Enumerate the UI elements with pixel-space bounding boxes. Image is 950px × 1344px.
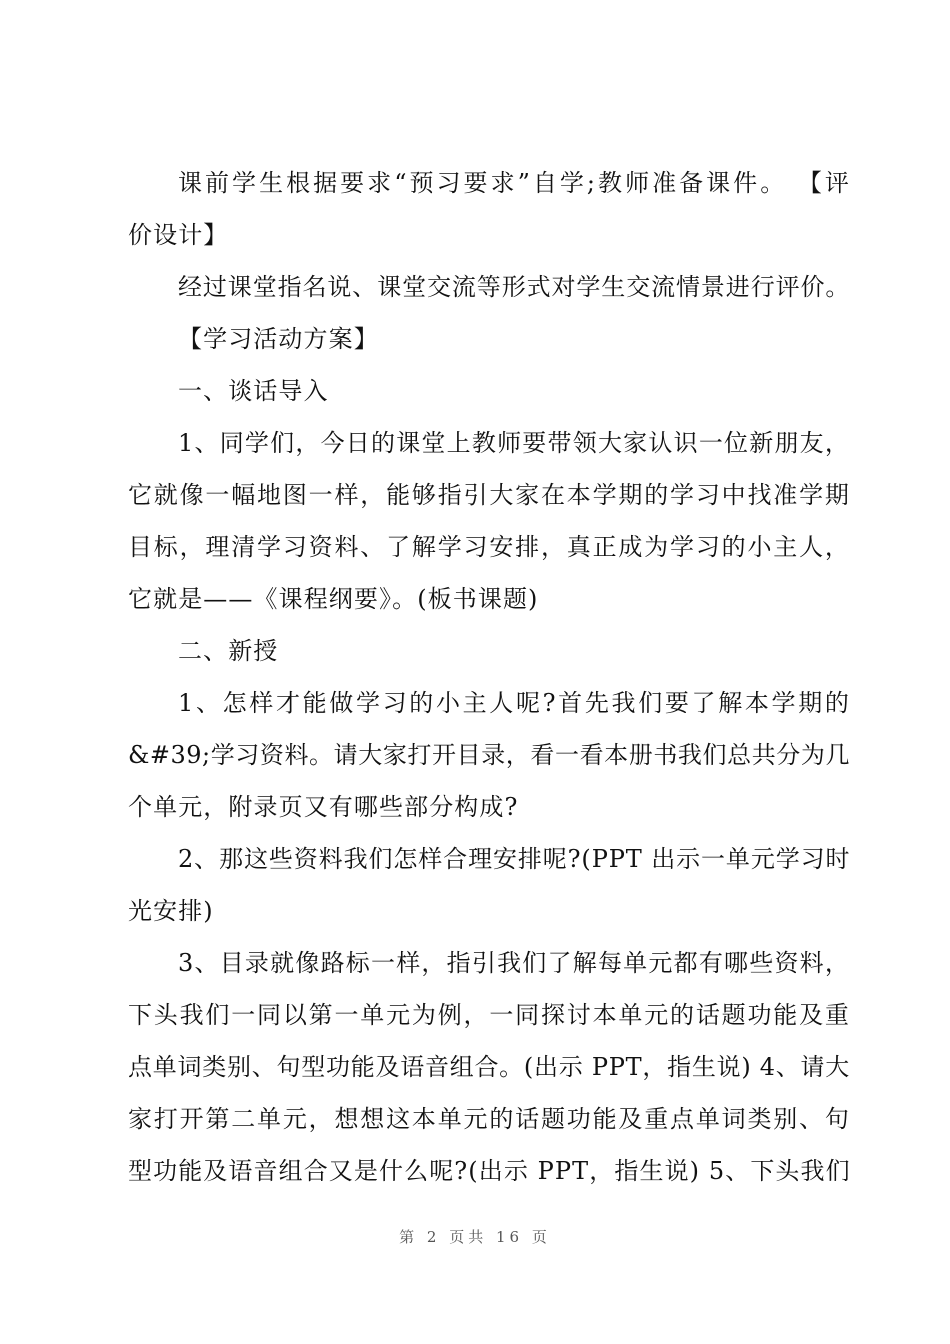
paragraph-line: 3、目录就像路标一样，指引我们了解每单元都有哪些资料， bbox=[178, 949, 850, 977]
paragraph-line: 个单元，附录页又有哪些部分构成? bbox=[128, 793, 519, 821]
paragraph-line: 它就像一幅地图一样，能够指引大家在本学期的学习中找准学期 bbox=[128, 481, 850, 509]
paragraph-line: 经过课堂指名说、课堂交流等形式对学生交流情景进行评价。 bbox=[178, 273, 851, 301]
paragraph-line: 它就是——《课程纲要》。(板书课题) bbox=[128, 585, 539, 613]
paragraph-line: 1、怎样才能做学习的小主人呢?首先我们要了解本学期的 bbox=[178, 689, 850, 717]
document-body bbox=[128, 157, 850, 1197]
paragraph-line: 2、那这些资料我们怎样合理安排呢?(PPT 出示一单元学习时 bbox=[178, 845, 851, 873]
section-heading: 二、新授 bbox=[178, 637, 279, 665]
paragraph-line: 家打开第二单元，想想这本单元的话题功能及重点单词类别、句 bbox=[128, 1105, 850, 1133]
paragraph-line: 光安排) bbox=[128, 897, 214, 925]
paragraph-line: 课前学生根据要求“预习要求”自学;教师准备课件。 【评 bbox=[178, 169, 850, 197]
paragraph-line: 目标，理清学习资料、了解学习安排，真正成为学习的小主人， bbox=[128, 533, 850, 561]
section-heading: 【学习活动方案】 bbox=[178, 325, 379, 353]
paragraph-line: 1、同学们，今日的课堂上教师要带领大家认识一位新朋友， bbox=[178, 429, 850, 457]
page-number-footer: 第 2 页共 16 页 bbox=[399, 1228, 551, 1246]
paragraph-line: 型功能及语音组合又是什么呢?(出示 PPT，指生说) 5、下头我们 bbox=[128, 1157, 851, 1185]
paragraph-line: 下头我们一同以第一单元为例，一同探讨本单元的话题功能及重 bbox=[128, 1001, 850, 1029]
paragraph-line: 点单词类别、句型功能及语音组合。(出示 PPT，指生说) 4、请大 bbox=[128, 1053, 850, 1081]
paragraph-line: &#39;学习资料。请大家打开目录，看一看本册书我们总共分为几 bbox=[128, 741, 850, 769]
paragraph-line: 价设计】 bbox=[128, 221, 229, 249]
section-heading: 一、谈话导入 bbox=[178, 377, 329, 405]
